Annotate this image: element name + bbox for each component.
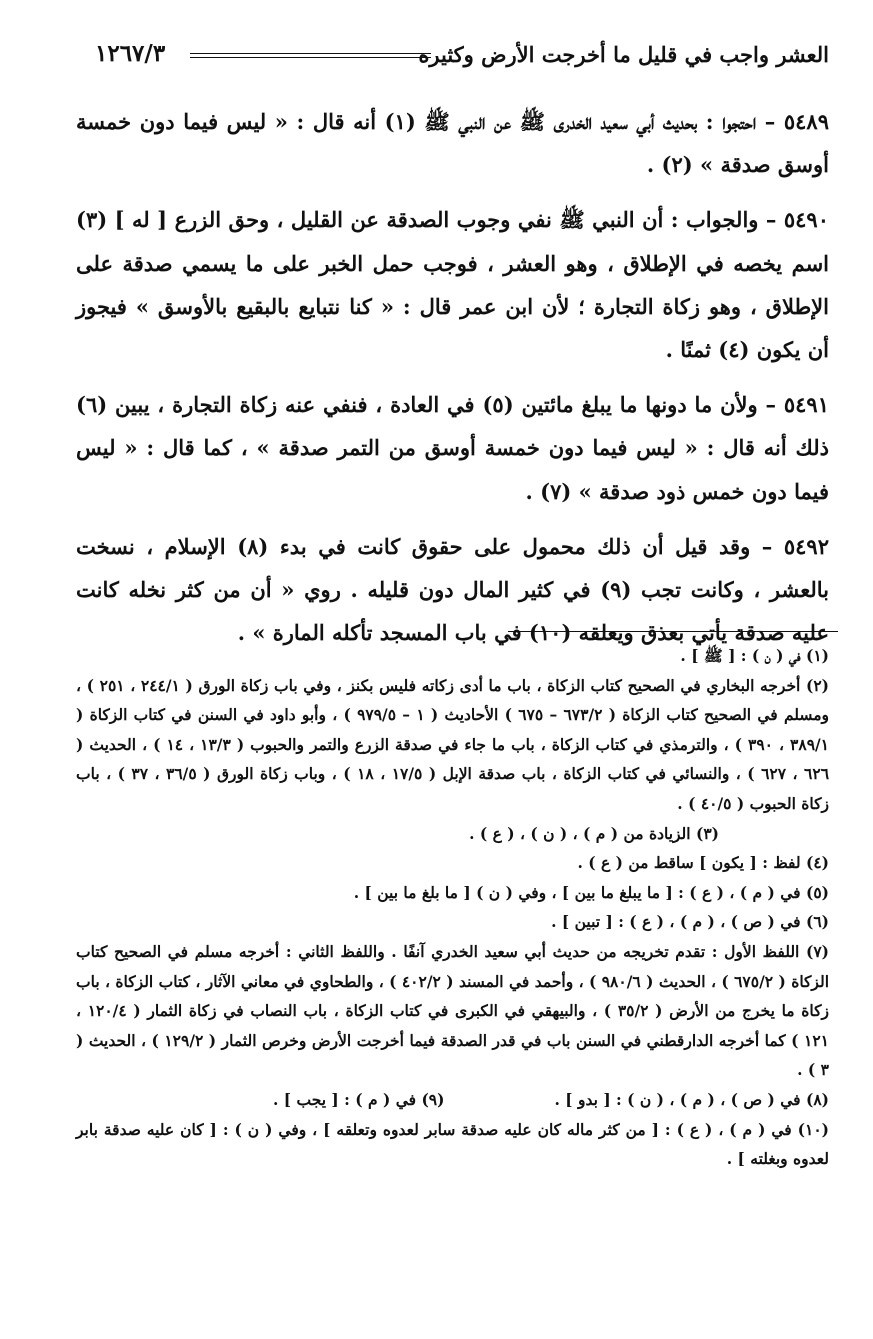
footnote-row-8-9 xyxy=(76,1085,829,1115)
footnote-7: (٧) اللفظ الأول : تقدم تخريجه من حديث أبي سعيد الخدري آنفًا . واللفظ الثاني : أخرجه مسلم في الصحيح كتاب الزكاة ( ٦٧٥/٢ ) ، الحديث ( ٩٨٠/٦ ) ، وأحمد في المسند ( ٤٠٢/٢ ) ، والطحاوي في معاني الآثار ، كتاب الزكاة ، باب زكاة ما يخرج من الأرض ( ٣٥/٢ ) ، والبيهقي في الكبرى في كتاب الزكاة ، باب النصاب في زكاة الثمار ( ١٢٠/٤ ، ١٢١ ) كما أخرجه الدارقطني في السنن باب في قدر الصدقة فيما أخرجت الأرض وخرص الثمار ( ١٢٩/٢ ) ، الحديث ( ٣ ) . xyxy=(76,941,830,1080)
header-double-rule xyxy=(190,53,431,58)
paragraph-5491: ٥٤٩١ – ولأن ما دونها ما يبلغ مائتين (٥) في العادة ، فنفي عنه زكاة التجارة ، يبين (٦) ذلك أنه قال : « ليس فيما دون خمسة أوسق من التمر صدقة » ، كما قال : « ليس فيما دون خمس ذود صدقة » (٧) . xyxy=(76,392,829,504)
footnote-4: (٤) لفظ : [ يكون ] ساقط من ( ع ) . xyxy=(577,853,829,873)
paragraph-5489: ٥٤٨٩ – احتجوا : بحديث أبي سعيد الخدرى ﷺ عن النبي ﷺ (١) أنه قال : « ليس فيما دون خمسة أوسق صدقة » (٢) . xyxy=(76,109,829,178)
footnote-1: (١) في ( ن ) : [ ﷺ ] . xyxy=(680,646,829,665)
footnote-9: (٩) في ( م ) : [ يجب ] . xyxy=(272,1089,445,1109)
running-title: العشر واجب في قليل ما أخرجت الأرض وكثيره xyxy=(418,42,829,67)
footnotes xyxy=(76,641,829,1174)
page-number: ١٢٦٧/٣ xyxy=(95,40,166,67)
footnote-row-3 xyxy=(76,819,829,849)
footnote-separator xyxy=(508,631,838,632)
footnote-10: (١٠) في ( م ) ، ( ع ) : [ من كثر ماله كان عليه صدقة سابر لعدوه وتعلقه ] ، وفي ( ن ) : [ كان عليه صدقة بابر لعدوه وبغلته ] . xyxy=(76,1119,829,1169)
paragraph-5492: ٥٤٩٢ – وقد قيل أن ذلك محمول على حقوق كانت في بدء (٨) الإسلام ، نسخت بالعشر ، وكانت تجب (٩) في كثير المال دون قليله . روي « أن من كثر نخله كانت عليه صدقة يأتي بعذق ويعلقه (١٠) في باب المسجد تأكله المارة » . xyxy=(76,533,830,646)
main-text xyxy=(76,100,829,666)
footnote-6: (٦) في ( ص ) ، ( م ) ، ( ع ) : [ تبين ] . xyxy=(551,912,829,932)
footnote-3: (٣) الزيادة من ( م ) ، ( ن ) ، ( ع ) . xyxy=(469,823,719,843)
paragraph-5490: ٥٤٩٠ – والجواب : أن النبي ﷺ نفي وجوب الصدقة عن القليل ، وحق الزرع [ له ] (٣) اسم يخصه في الإطلاق ، وهو العشر ، فوجب حمل الخبر على ما يسمي صدقة على الإطلاق ، وهو زكاة التجارة ؛ لأن ابن عمر قال : « كنا نتبايع بالبقيع بالأوسق » فيجوز أن يكون (٤) ثمنًا . xyxy=(76,207,829,363)
footnote-2: (٢) أخرجه البخاري في الصحيح كتاب الزكاة ، باب ما أدى زكاته فليس بكنز ، وفي باب زكاة الورق ( ٢٤٤/١ ، ٢٥١ ) ، ومسلم في الصحيح كتاب الزكاة ( ٦٧٣/٢ – ٦٧٥ ) الأحاديث ( ١ – ٩٧٩/٥ ) ، وأبو داود في السنن في كتاب الزكاة ( ٣٨٩/١ ، ٣٩٠ ) ، والترمذي في كتاب الزكاة ، باب ما جاء في صدقة الزرع والتمر والحبوب ( ١٣/٣ ، ١٤ ) ، الحديث ( ٦٢٦ ، ٦٢٧ ) ، والنسائي في كتاب الزكاة ، باب صدقة الإبل ( ١٧/٥ ، ١٨ ) ، وباب زكاة الورق ( ٣٦/٥ ، ٣٧ ) ، باب زكاة الحبوب ( ٤٠/٥ ) . xyxy=(76,675,830,813)
page-header xyxy=(95,38,829,76)
footnote-5: (٥) في ( م ) ، ( ع ) : [ ما يبلغ ما بين ] ، وفي ( ن ) [ ما بلغ ما بين ] . xyxy=(353,882,829,902)
footnote-8: (٨) في ( ص ) ، ( م ) ، ( ن ) : [ بدو ] . xyxy=(554,1089,829,1109)
